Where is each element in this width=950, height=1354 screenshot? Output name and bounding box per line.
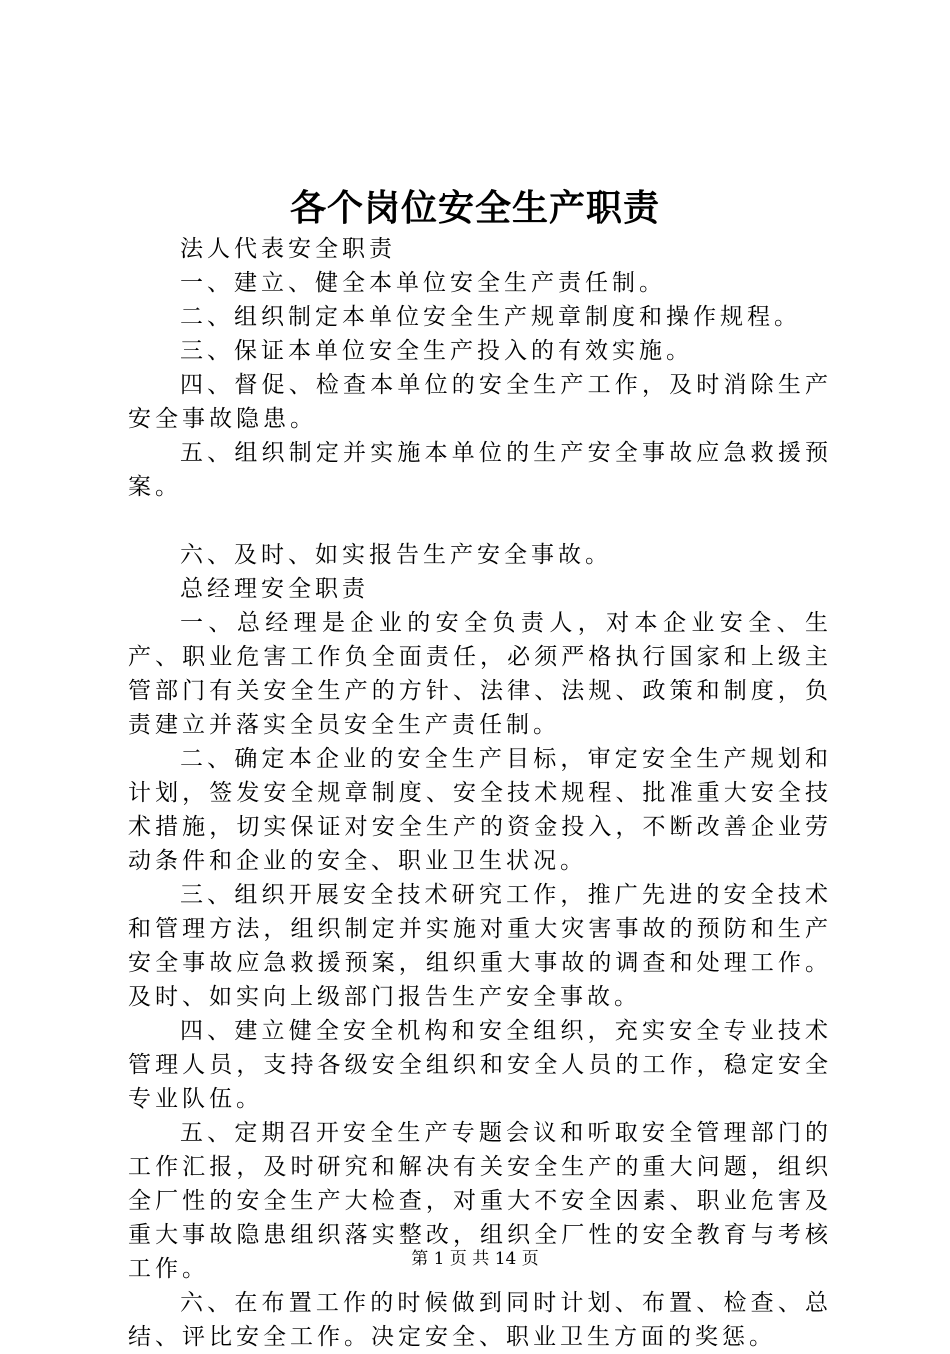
paragraph: 四、建立健全安全机构和安全组织，充实安全专业技术管理人员，支持各级安全组织和安全人员的工作，稳定安全专业队伍。 (128, 1018, 832, 1112)
document-title: 各个岗位安全生产职责 (289, 187, 660, 229)
page-footer: 第 1 页 共 14 页 (411, 1249, 539, 1269)
paragraph: 四、督促、检查本单位的安全生产工作，及时消除生产安全事故隐患。 (128, 372, 832, 432)
paragraph: 六、在布置工作的时候做到同时计划、布置、检查、总结、评比安全工作。决定安全、职业卫生方面的奖惩。 (128, 1290, 832, 1350)
paragraph-section-heading-legal-rep: 法人代表安全职责 (180, 236, 396, 262)
paragraph: 三、组织开展安全技术研究工作，推广先进的安全技术和管理方法，组织制定并实施对重大灾害事故的预防和生产安全事故应急救援预案，组织重大事故的调查和处理工作。及时、如实向上级部门报告生产安全事故。 (128, 882, 832, 1010)
paragraph: 一、总经理是企业的安全负责人，对本企业安全、生产、职业危害工作负全面责任，必须严格执行国家和上级主管部门有关安全生产的方针、法律、法规、政策和制度，负责建立并落实全员安全生产责任制。 (128, 610, 832, 738)
paragraph: 五、组织制定并实施本单位的生产安全事故应急救援预案。 (128, 440, 832, 500)
document-body (128, 232, 832, 1354)
paragraph: 六、及时、如实报告生产安全事故。 (180, 542, 612, 568)
paragraph: 二、确定本企业的安全生产目标，审定安全生产规划和计划，签发安全规章制度、安全技术规程、批准重大安全技术措施，切实保证对安全生产的资金投入，不断改善企业劳动条件和企业的安全、职业卫生状况。 (128, 746, 832, 874)
paragraph: 三、保证本单位安全生产投入的有效实施。 (180, 338, 693, 364)
paragraph: 五、定期召开安全生产专题会议和听取安全管理部门的工作汇报，及时研究和解决有关安全生产的重大问题，组织全厂性的安全生产大检查，对重大不安全因素、职业危害及重大事故隐患组织落实整改，组织全厂性的安全教育与考核工作。 (128, 1120, 832, 1282)
paragraph: 二、组织制定本单位安全生产规章制度和操作规程。 (180, 304, 801, 330)
paragraph-section-heading-general-manager: 总经理安全职责 (180, 576, 369, 602)
paragraph: 一、建立、健全本单位安全生产责任制。 (180, 270, 666, 296)
